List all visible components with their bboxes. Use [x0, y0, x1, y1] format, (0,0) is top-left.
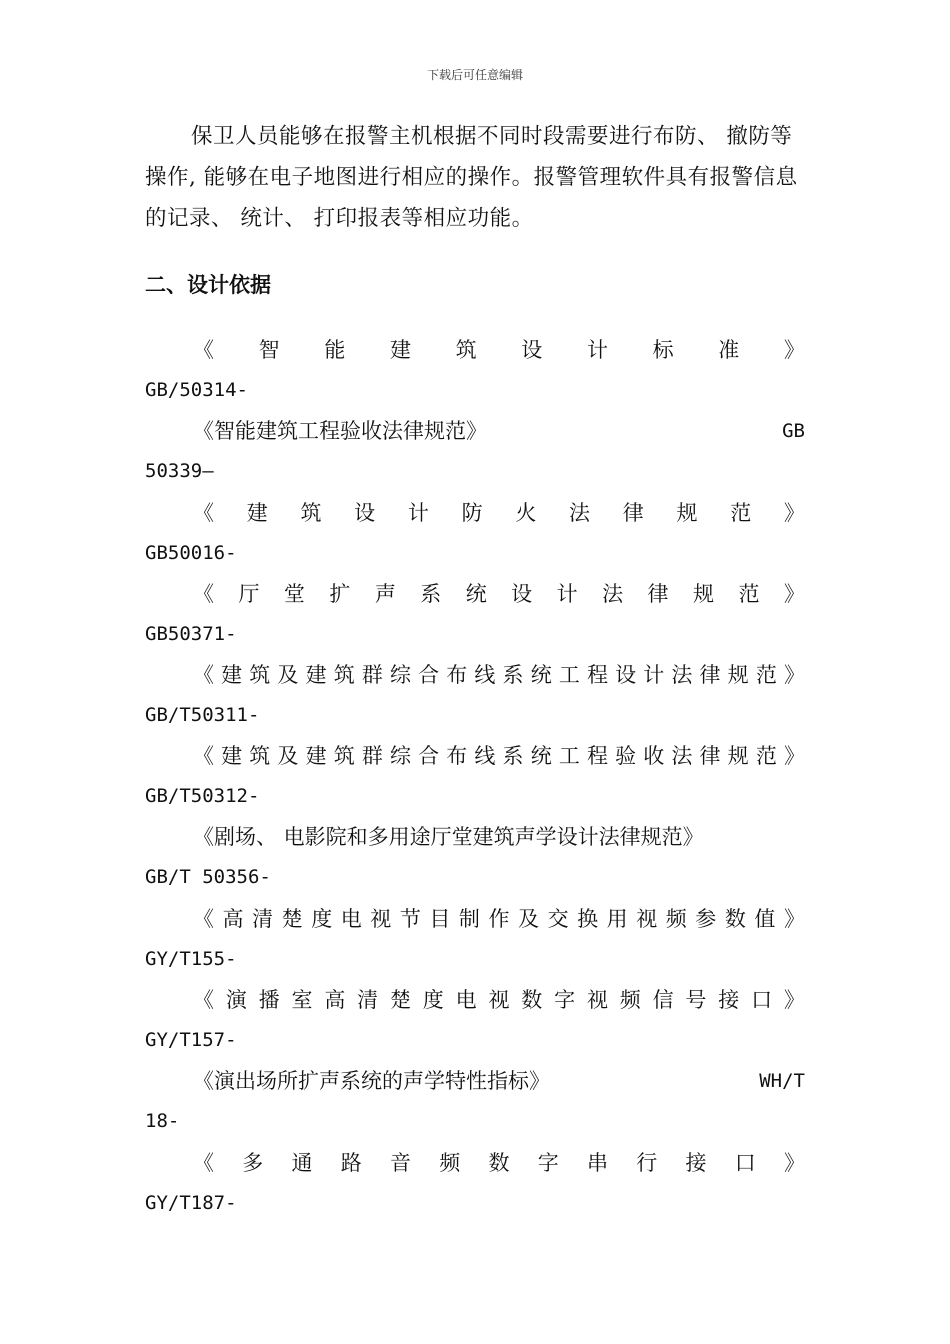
reference-title: 《 智 能 建 筑 设 计 标 准 》	[193, 338, 805, 362]
reference-item	[145, 655, 805, 735]
reference-title: 《 建 筑 及 建 筑 群 综 合 布 线 系 统 工 程 设 计 法 律 规 范 》	[193, 663, 805, 687]
reference-title-line	[145, 1061, 805, 1101]
reference-code: GB/50314-	[145, 379, 248, 401]
reference-title-line	[145, 736, 805, 776]
reference-item	[145, 736, 805, 816]
reference-title-line	[145, 493, 805, 533]
reference-code: GB/T 50356-	[145, 866, 271, 888]
reference-title-line	[145, 411, 805, 451]
reference-item	[145, 1061, 805, 1141]
reference-item	[145, 330, 805, 410]
reference-code: GB50016-	[145, 542, 237, 564]
reference-title-line	[145, 980, 805, 1020]
reference-code: 50339—	[145, 460, 214, 482]
reference-code: GB/T50312-	[145, 785, 260, 807]
reference-code-prefix: WH/T	[759, 1070, 805, 1092]
reference-title-line	[145, 655, 805, 695]
reference-title: 《 演 播 室 高 清 楚 度 电 视 数 字 视 频 信 号 接 口 》	[193, 988, 805, 1012]
reference-item	[145, 493, 805, 573]
reference-title-line	[145, 1143, 805, 1183]
reference-code: GB/T50311-	[145, 704, 260, 726]
reference-title-line	[145, 330, 805, 370]
reference-title: 《 建 筑 设 计 防 火 法 律 规 范 》	[193, 501, 805, 525]
reference-code: GY/T157-	[145, 1029, 237, 1051]
reference-code-prefix: GB	[782, 420, 805, 442]
reference-title: 《 建 筑 及 建 筑 群 综 合 布 线 系 统 工 程 验 收 法 律 规 范 》	[193, 744, 805, 768]
reference-code: GB50371-	[145, 623, 237, 645]
reference-code: 18-	[145, 1110, 180, 1132]
reference-title: 《剧场、 电影院和多用途厅堂建筑声学设计法律规范》	[193, 825, 704, 849]
reference-item	[145, 1143, 805, 1223]
reference-title: 《 高 清 楚 度 电 视 节 目 制 作 及 交 换 用 视 频 参 数 值 》	[193, 907, 805, 931]
reference-title-line	[145, 817, 805, 857]
reference-title: 《 厅 堂 扩 声 系 统 设 计 法 律 规 范 》	[193, 582, 805, 606]
reference-title-line	[145, 574, 805, 614]
reference-code: GY/T155-	[145, 948, 237, 970]
reference-item	[145, 899, 805, 979]
reference-title-line	[145, 899, 805, 939]
reference-code: GY/T187-	[145, 1192, 237, 1214]
section-heading: 二、设计依据	[145, 273, 271, 297]
reference-title: 《 多 通 路 音 频 数 字 串 行 接 口 》	[193, 1151, 805, 1175]
reference-title: 《智能建筑工程验收法律规范》	[193, 419, 487, 443]
reference-item	[145, 411, 805, 491]
reference-item	[145, 574, 805, 654]
reference-item	[145, 817, 805, 897]
page-header: 下载后可任意编辑	[426, 68, 523, 82]
intro-paragraph: 保卫人员能够在报警主机根据不同时段需要进行布防、 撤防等操作, 能够在电子地图进行相应的操作。报警管理软件具有报警信息的记录、 统计、 打印报表等相应功能。	[145, 124, 798, 231]
reference-title: 《演出场所扩声系统的声学特性指标》	[193, 1069, 550, 1093]
reference-item	[145, 980, 805, 1060]
